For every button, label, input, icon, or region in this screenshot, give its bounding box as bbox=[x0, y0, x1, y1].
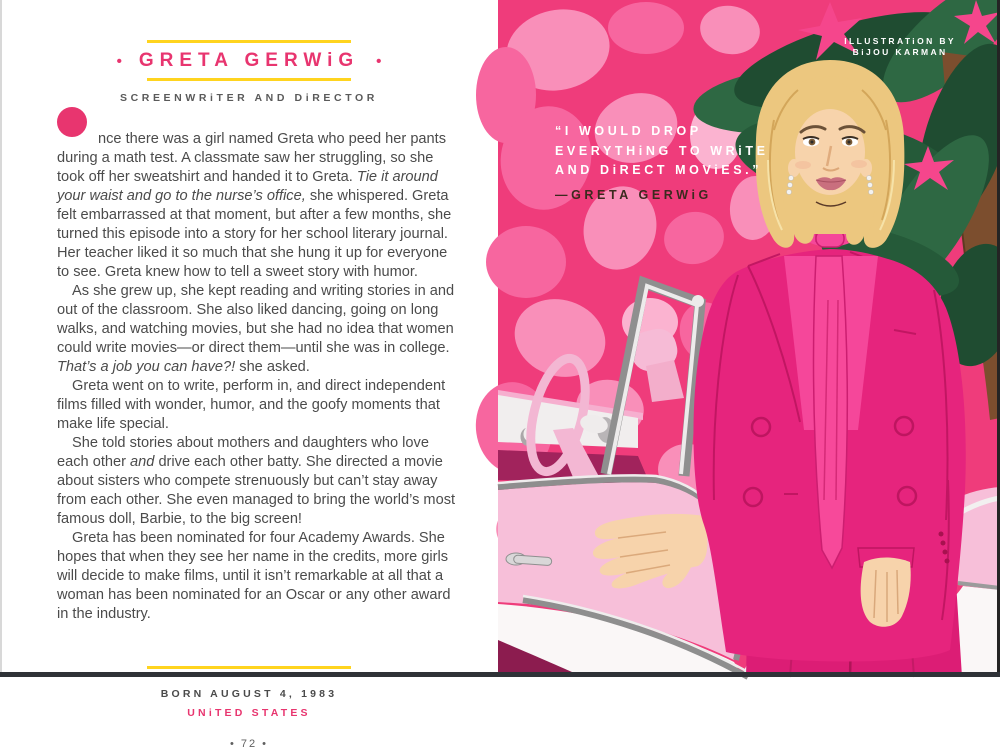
left-page bbox=[0, 0, 498, 750]
birth-date: BORN AUGUST 4, 1983 bbox=[160, 688, 338, 700]
credit-line-1: ILLUSTRATiON BY bbox=[844, 36, 956, 46]
greta-illustration bbox=[498, 0, 1000, 677]
quote-attribution: —GRETA GERWiG bbox=[555, 187, 712, 202]
paragraph-4: She told stories about mothers and daughters who love each other and drive each other batty. She directed a movie about sisters who compete strenuously but can’t stay away from each other. She even managed to bring the world’s most famous doll, Barbie, to the big screen! bbox=[57, 435, 456, 527]
biography-text bbox=[57, 130, 463, 624]
page-number: • 72 • bbox=[229, 738, 269, 750]
quote-line-1: “I WOULD DROP bbox=[555, 124, 702, 138]
page-edge-left bbox=[0, 0, 2, 677]
right-page bbox=[498, 0, 1000, 677]
title-block bbox=[0, 40, 498, 104]
quote-line-3: AND DiRECT MOViES.” bbox=[555, 163, 763, 177]
paragraph-5: Greta has been nominated for four Academy Awards. She hopes that when they see her name in the credits, more girls will decide to make films, until it isn’t remarkable at all that a woman has been nominated for an Oscar or any other award in the industry. bbox=[57, 530, 451, 622]
title-rule-bottom bbox=[147, 78, 351, 81]
footer-block bbox=[0, 666, 498, 750]
drop-cap-o bbox=[57, 107, 87, 137]
subtitle: SCREENWRiTER AND DiRECTOR bbox=[119, 92, 378, 104]
page-edge-bottom bbox=[0, 672, 1000, 677]
paragraph-2: As she grew up, she kept reading and writing stories in and out of the classroom. She also liked dancing, going on long walks, and watching movies, but she had no idea that women could write movies—or direct them—until she was in college. That’s a job you can have?! she asked. bbox=[57, 283, 455, 375]
country: UNiTED STATES bbox=[187, 707, 311, 719]
credit-line-2: BiJOU KARMAN bbox=[852, 47, 948, 57]
paragraph-1: nce there was a girl named Greta who peed her pants during a math test. A classmate saw her struggling, so she took off her sweatshirt and handed it to Greta. Tie it around your waist and go to the nurse’s office, she whispered. Greta felt embarrassed at that moment, but after a few months, she turned this episode into a story for her school literary journal. Her teacher liked it so much that she hung it up for everyone to see. Greta knew how to tell a sweet story with humor. bbox=[57, 130, 463, 282]
title-rule-top bbox=[147, 40, 351, 43]
title-dot-right: • bbox=[376, 52, 382, 70]
quote-line-2: EVERYTHiNG TO WRiTE bbox=[555, 143, 769, 158]
title-dot-left: • bbox=[116, 52, 122, 70]
illustration-credit bbox=[844, 36, 956, 58]
paragraph-3: Greta went on to write, perform in, and direct independent films filled with wonder, humor, and the goofy moments that make life special. bbox=[57, 378, 446, 432]
page-title: GRETA GERWiG bbox=[138, 50, 360, 71]
pull-quote bbox=[555, 122, 769, 205]
head bbox=[756, 60, 905, 248]
